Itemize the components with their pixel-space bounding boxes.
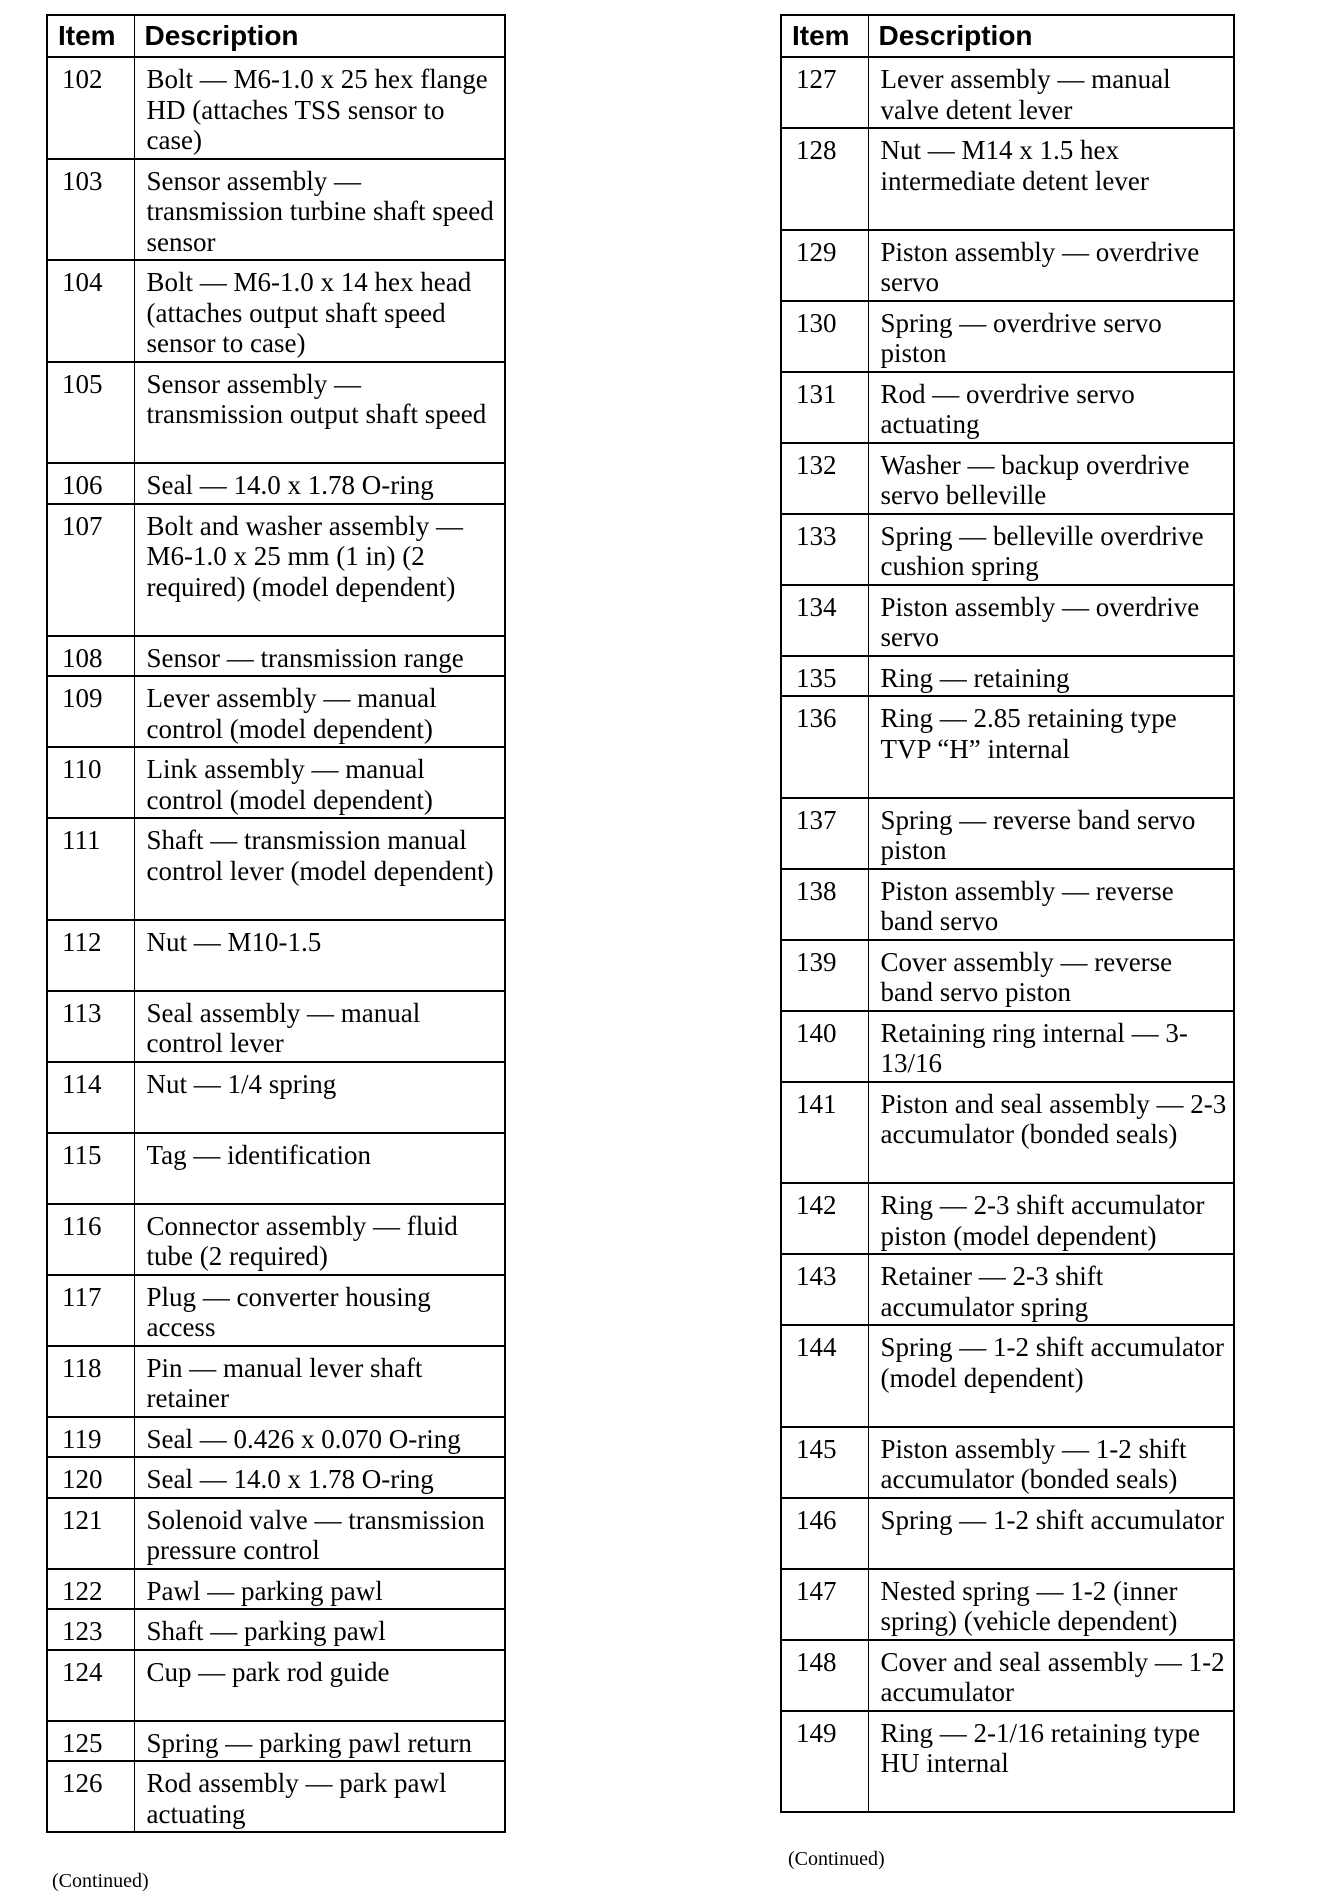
description-cell: Cover and seal assembly — 1-2 accumulator	[868, 1640, 1234, 1711]
table-row	[47, 260, 505, 362]
description-cell: Ring — 2-3 shift accumulator piston (model dependent)	[868, 1183, 1234, 1254]
description-cell: Nested spring — 1-2 (inner spring) (vehicle dependent)	[868, 1569, 1234, 1640]
item-number-cell: 139	[781, 940, 868, 1011]
description-cell: Seal — 14.0 x 1.78 O-ring	[134, 1457, 505, 1498]
table-header-row	[47, 15, 505, 57]
description-cell: Nut — 1/4 spring	[134, 1062, 505, 1133]
description-cell: Bolt — M6-1.0 x 14 hex head (attaches output shaft speed sensor to case)	[134, 260, 505, 362]
table-row	[781, 443, 1234, 514]
table-row	[47, 1721, 505, 1762]
item-number-cell: 111	[47, 818, 134, 920]
description-cell: Connector assembly — fluid tube (2 required)	[134, 1204, 505, 1275]
table-row	[47, 1275, 505, 1346]
table-header-row	[781, 15, 1234, 57]
table-row	[47, 1417, 505, 1458]
description-cell: Rod assembly — park pawl actuating	[134, 1761, 505, 1832]
item-number-cell: 133	[781, 514, 868, 585]
item-number-cell: 104	[47, 260, 134, 362]
table-row	[47, 1569, 505, 1610]
item-number-cell: 130	[781, 301, 868, 372]
description-column-header: Description	[134, 15, 505, 57]
description-cell: Retaining ring internal — 3-13/16	[868, 1011, 1234, 1082]
item-number-cell: 105	[47, 362, 134, 464]
item-number-cell: 149	[781, 1711, 868, 1813]
item-number-cell: 146	[781, 1498, 868, 1569]
description-cell: Spring — 1-2 shift accumulator (model dependent)	[868, 1325, 1234, 1427]
description-cell: Seal — 14.0 x 1.78 O-ring	[134, 463, 505, 504]
table-row	[781, 1711, 1234, 1813]
table-row	[47, 1204, 505, 1275]
description-cell: Piston assembly — overdrive servo	[868, 585, 1234, 656]
item-number-cell: 128	[781, 128, 868, 230]
table-row	[781, 1082, 1234, 1184]
description-cell: Pin — manual lever shaft retainer	[134, 1346, 505, 1417]
description-column-header: Description	[868, 15, 1234, 57]
item-number-cell: 129	[781, 230, 868, 301]
description-cell: Bolt and washer assembly — M6-1.0 x 25 mm (1 in) (2 required) (model dependent)	[134, 504, 505, 636]
item-number-cell: 141	[781, 1082, 868, 1184]
continued-note-left: (Continued)	[52, 1870, 149, 1892]
description-cell: Lever assembly — manual valve detent lever	[868, 57, 1234, 128]
table-row	[47, 57, 505, 159]
parts-table-right	[780, 14, 1235, 1813]
table-row	[47, 747, 505, 818]
table-row	[781, 1011, 1234, 1082]
description-cell: Solenoid valve — transmission pressure control	[134, 1498, 505, 1569]
item-number-cell: 116	[47, 1204, 134, 1275]
table-row	[47, 362, 505, 464]
description-cell: Cover assembly — reverse band servo piston	[868, 940, 1234, 1011]
description-cell: Plug — converter housing access	[134, 1275, 505, 1346]
table-row	[47, 463, 505, 504]
table-row	[47, 636, 505, 677]
description-cell: Spring — belleville overdrive cushion spring	[868, 514, 1234, 585]
table-row	[781, 1498, 1234, 1569]
description-cell: Spring — reverse band servo piston	[868, 798, 1234, 869]
item-number-cell: 113	[47, 991, 134, 1062]
description-cell: Shaft — parking pawl	[134, 1609, 505, 1650]
table-row	[781, 1640, 1234, 1711]
item-number-cell: 118	[47, 1346, 134, 1417]
table-row	[47, 1761, 505, 1832]
item-number-cell: 132	[781, 443, 868, 514]
item-number-cell: 121	[47, 1498, 134, 1569]
parts-table-left-body	[47, 57, 505, 1832]
table-row	[781, 1183, 1234, 1254]
item-number-cell: 124	[47, 1650, 134, 1721]
item-number-cell: 114	[47, 1062, 134, 1133]
description-cell: Seal — 0.426 x 0.070 O-ring	[134, 1417, 505, 1458]
item-number-cell: 108	[47, 636, 134, 677]
description-cell: Link assembly — manual control (model dependent)	[134, 747, 505, 818]
description-cell: Spring — 1-2 shift accumulator	[868, 1498, 1234, 1569]
description-cell: Washer — backup overdrive servo belleville	[868, 443, 1234, 514]
description-cell: Cup — park rod guide	[134, 1650, 505, 1721]
table-row	[781, 230, 1234, 301]
item-number-cell: 136	[781, 696, 868, 798]
description-cell: Shaft — transmission manual control lever (model dependent)	[134, 818, 505, 920]
description-cell: Sensor assembly — transmission turbine shaft speed sensor	[134, 159, 505, 261]
description-cell: Piston assembly — 1-2 shift accumulator (bonded seals)	[868, 1427, 1234, 1498]
table-row	[781, 585, 1234, 656]
table-row	[47, 1133, 505, 1204]
item-number-cell: 107	[47, 504, 134, 636]
table-row	[781, 656, 1234, 697]
description-cell: Pawl — parking pawl	[134, 1569, 505, 1610]
table-row	[47, 1062, 505, 1133]
item-number-cell: 148	[781, 1640, 868, 1711]
table-row	[47, 1498, 505, 1569]
table-row	[781, 798, 1234, 869]
description-cell: Bolt — M6-1.0 x 25 hex flange HD (attaches TSS sensor to case)	[134, 57, 505, 159]
item-number-cell: 134	[781, 585, 868, 656]
table-row	[781, 1427, 1234, 1498]
table-row	[47, 1346, 505, 1417]
item-number-cell: 115	[47, 1133, 134, 1204]
table-row	[781, 57, 1234, 128]
item-number-cell: 137	[781, 798, 868, 869]
item-column-header: Item	[47, 15, 134, 57]
table-row	[781, 372, 1234, 443]
item-number-cell: 122	[47, 1569, 134, 1610]
item-number-cell: 140	[781, 1011, 868, 1082]
item-number-cell: 125	[47, 1721, 134, 1762]
table-row	[47, 1609, 505, 1650]
item-number-cell: 138	[781, 869, 868, 940]
description-cell: Piston assembly — overdrive servo	[868, 230, 1234, 301]
description-cell: Spring — parking pawl return	[134, 1721, 505, 1762]
description-cell: Sensor assembly — transmission output shaft speed	[134, 362, 505, 464]
item-number-cell: 135	[781, 656, 868, 697]
table-row	[47, 991, 505, 1062]
item-number-cell: 106	[47, 463, 134, 504]
item-number-cell: 120	[47, 1457, 134, 1498]
table-row	[781, 301, 1234, 372]
description-cell: Lever assembly — manual control (model dependent)	[134, 676, 505, 747]
item-number-cell: 112	[47, 920, 134, 991]
parts-table-left	[46, 14, 506, 1833]
item-number-cell: 119	[47, 1417, 134, 1458]
description-cell: Piston and seal assembly — 2-3 accumulator (bonded seals)	[868, 1082, 1234, 1184]
table-row	[781, 128, 1234, 230]
description-cell: Ring — 2.85 retaining type TVP “H” internal	[868, 696, 1234, 798]
item-number-cell: 147	[781, 1569, 868, 1640]
table-row	[47, 920, 505, 991]
table-row	[47, 1457, 505, 1498]
description-cell: Tag — identification	[134, 1133, 505, 1204]
description-cell: Nut — M14 x 1.5 hex intermediate detent lever	[868, 128, 1234, 230]
table-row	[47, 676, 505, 747]
item-number-cell: 126	[47, 1761, 134, 1832]
table-row	[781, 1254, 1234, 1325]
parts-table-right-body	[781, 57, 1234, 1812]
item-number-cell: 144	[781, 1325, 868, 1427]
description-cell: Retainer — 2-3 shift accumulator spring	[868, 1254, 1234, 1325]
table-row	[781, 1569, 1234, 1640]
item-number-cell: 123	[47, 1609, 134, 1650]
table-row	[781, 696, 1234, 798]
description-cell: Ring — retaining	[868, 656, 1234, 697]
item-number-cell: 127	[781, 57, 868, 128]
description-cell: Seal assembly — manual control lever	[134, 991, 505, 1062]
item-number-cell: 103	[47, 159, 134, 261]
item-number-cell: 109	[47, 676, 134, 747]
table-row	[781, 940, 1234, 1011]
item-number-cell: 102	[47, 57, 134, 159]
description-cell: Rod — overdrive servo actuating	[868, 372, 1234, 443]
description-cell: Ring — 2-1/16 retaining type HU internal	[868, 1711, 1234, 1813]
description-cell: Spring — overdrive servo piston	[868, 301, 1234, 372]
table-row	[47, 1650, 505, 1721]
table-row	[781, 869, 1234, 940]
item-number-cell: 117	[47, 1275, 134, 1346]
description-cell: Nut — M10-1.5	[134, 920, 505, 991]
table-row	[47, 504, 505, 636]
item-number-cell: 110	[47, 747, 134, 818]
description-cell: Piston assembly — reverse band servo	[868, 869, 1234, 940]
item-number-cell: 131	[781, 372, 868, 443]
table-row	[47, 818, 505, 920]
item-number-cell: 145	[781, 1427, 868, 1498]
continued-note-right: (Continued)	[788, 1848, 885, 1870]
description-cell: Sensor — transmission range	[134, 636, 505, 677]
table-row	[781, 514, 1234, 585]
table-row	[781, 1325, 1234, 1427]
item-column-header: Item	[781, 15, 868, 57]
item-number-cell: 142	[781, 1183, 868, 1254]
item-number-cell: 143	[781, 1254, 868, 1325]
table-row	[47, 159, 505, 261]
